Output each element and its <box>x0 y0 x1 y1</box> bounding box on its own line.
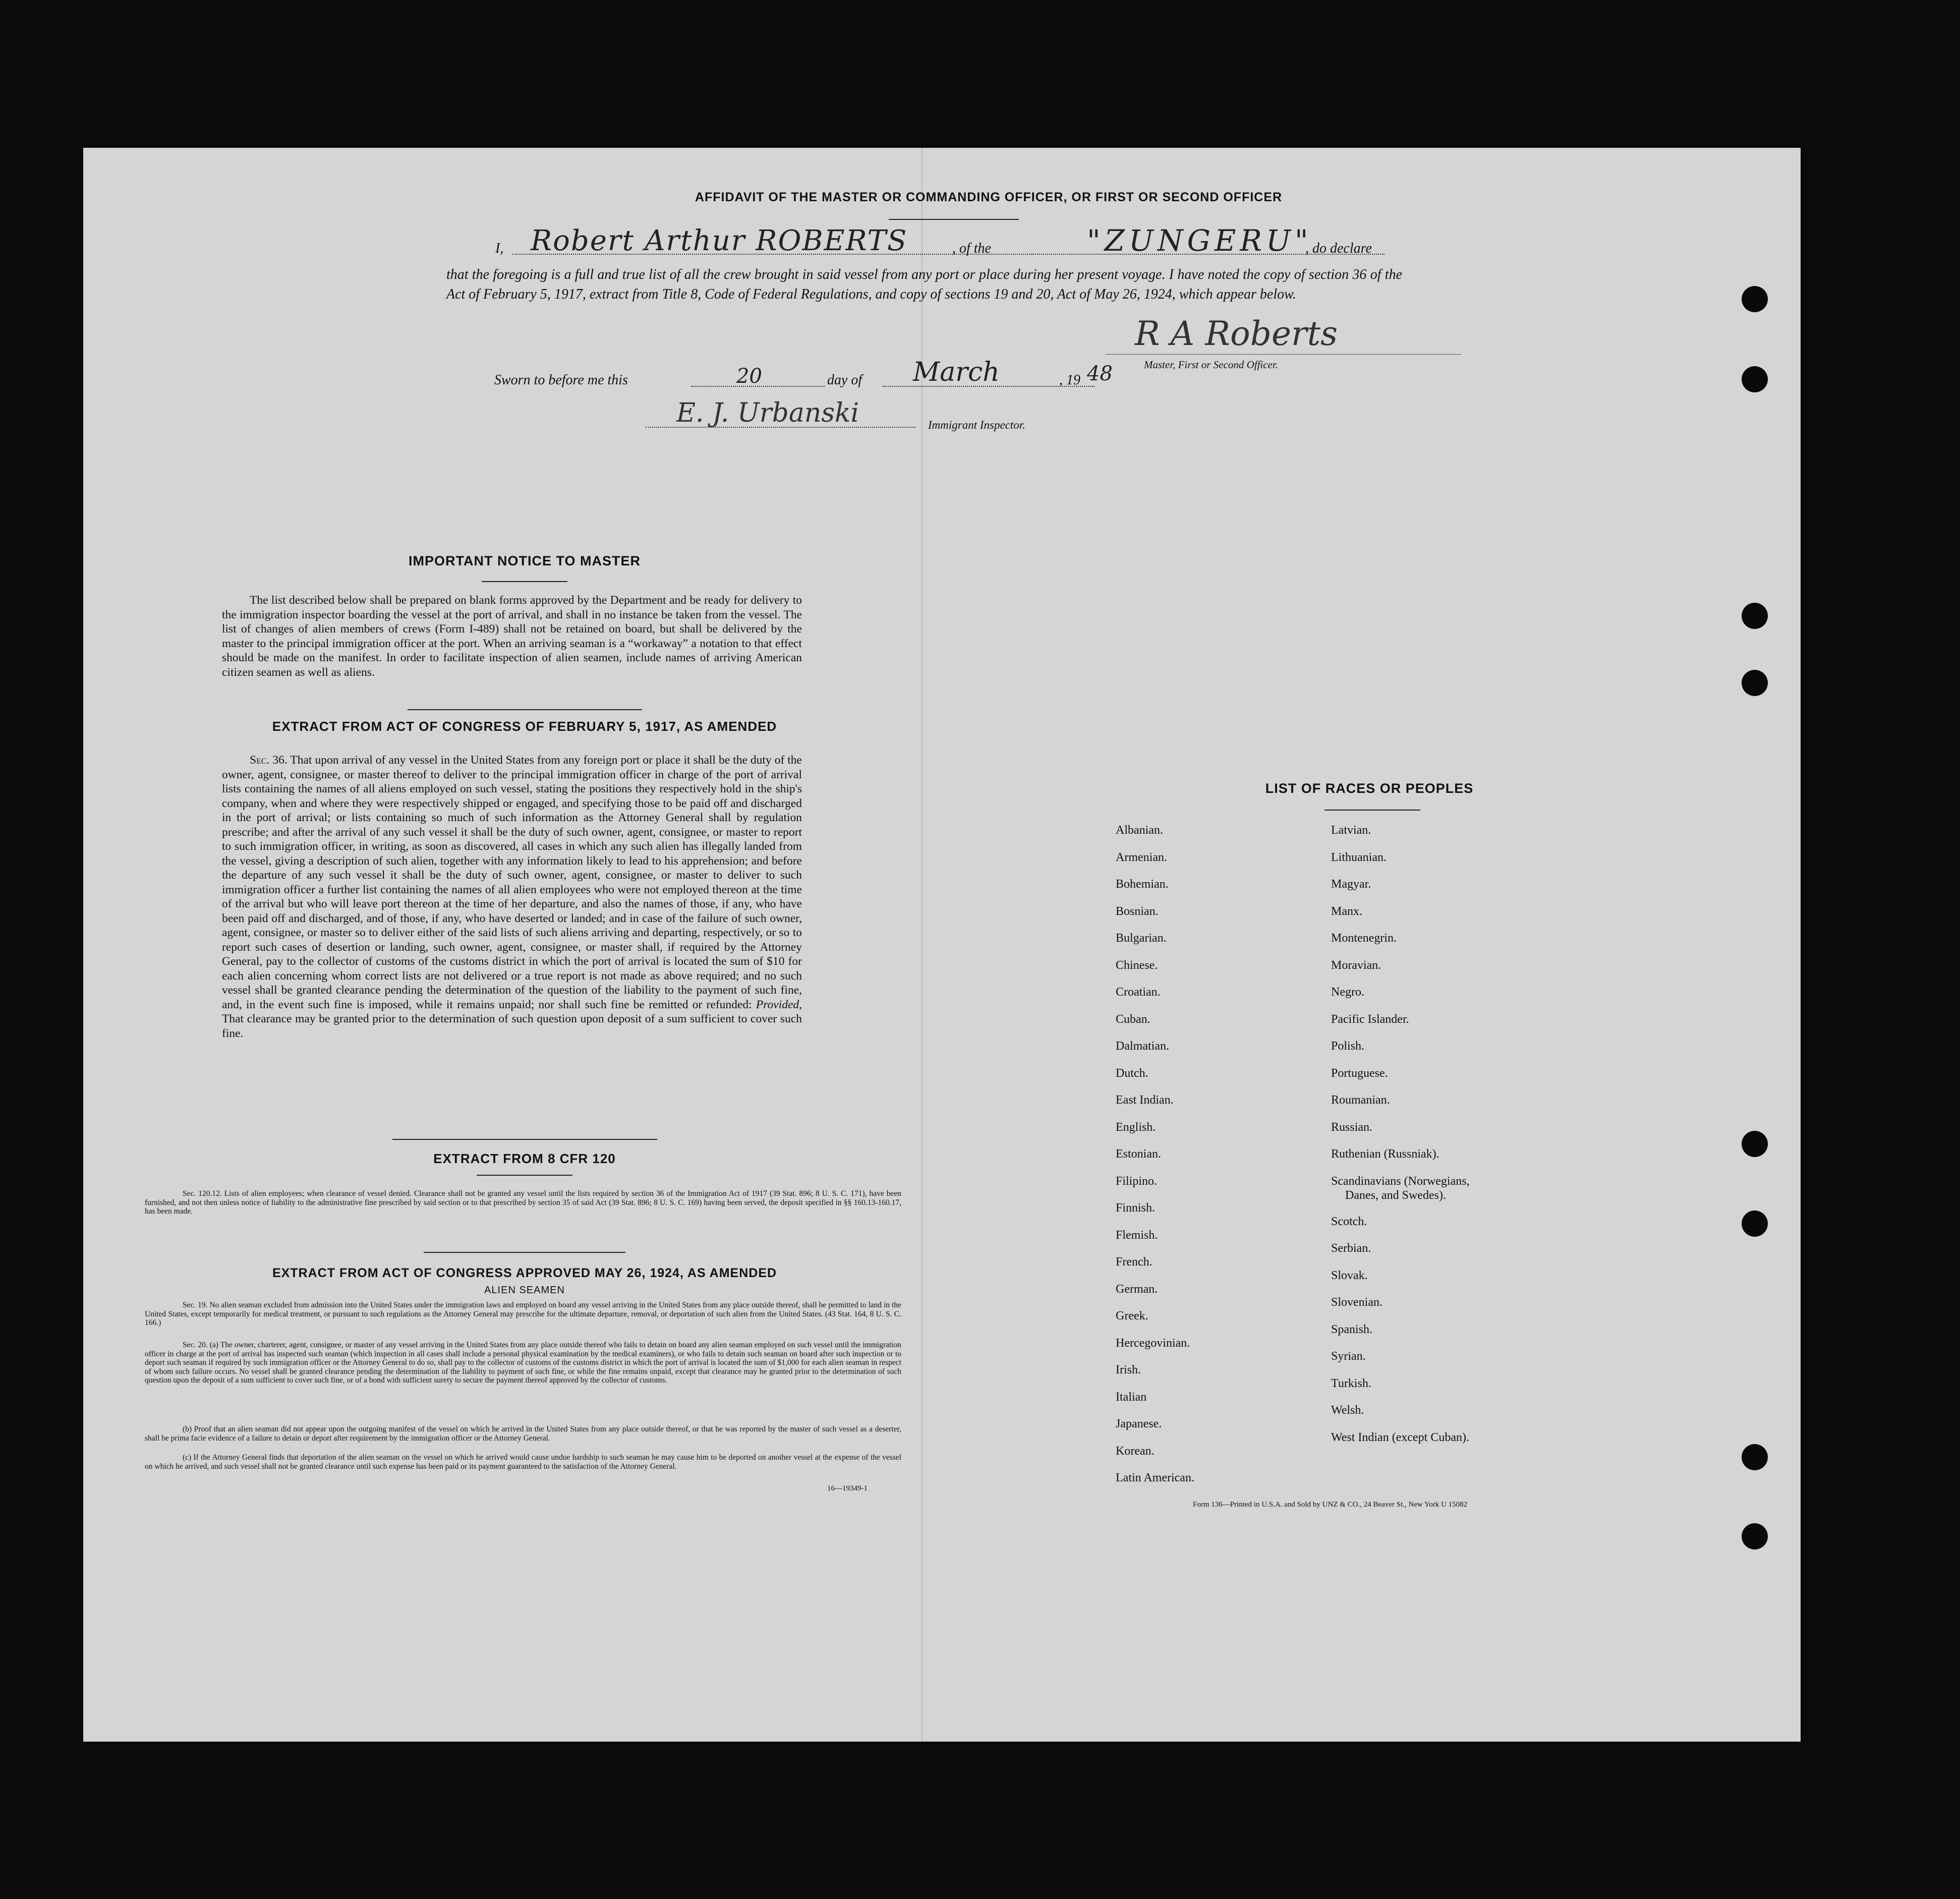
extract1917-body <box>222 753 802 1041</box>
race-item: Ruthenian (Russniak). <box>1331 1147 1439 1161</box>
race-item: Bulgarian. <box>1116 932 1167 945</box>
notice-title-rule <box>482 581 567 582</box>
sworn-day-handwritten: 20 <box>736 365 762 388</box>
extract1924-subtitle: ALIEN SEAMEN <box>484 1285 565 1296</box>
race-item: Danes, and Swedes). <box>1345 1188 1446 1202</box>
race-item: Scotch. <box>1331 1215 1367 1228</box>
extract1924-code: 16—19349-1 <box>827 1484 868 1492</box>
punch-hole <box>1742 286 1768 312</box>
sworn-year-prefix: , 19 <box>1059 372 1080 388</box>
race-item: Magyar. <box>1331 878 1371 891</box>
sworn-day-of: day of <box>827 372 862 388</box>
race-item: Dutch. <box>1116 1066 1148 1080</box>
extract1917-title: EXTRACT FROM ACT OF CONGRESS OF FEBRUARY 5, 1917, AS AMENDED <box>272 719 777 734</box>
race-item: Serbian. <box>1331 1242 1371 1255</box>
race-item: Roumanian. <box>1331 1094 1390 1107</box>
extract1924-sec19: Sec. 19. No alien seaman excluded from admission into the United States under the immigration laws and employed on board any vessel arriving in the United States from any place outside thereof, shall be permitted to land in the United States, except temporarily for medical treatment, or pursuant to such regulations as the Attorney General may prescribe for the ultimate departure, removal, or deportation of such alien from the United States. (43 Stat. 164, 8 U. S. C. 166.) <box>145 1301 901 1327</box>
extract1924-sec20a: Sec. 20. (a) The owner, charterer, agent, consignee, or master of any vessel arriving in the United States from any place outside thereof who fails to detain on board any alien seaman employed on such vessel until the immigration officer in charge at the port of arrival has inspected such seaman (which inspection in all cases shall include a personal physical examination by the medical examiners), or who fails to detain such seaman on board after such inspection or to deport such seaman if required by such immigration officer or the Attorney General to do so, shall pay to the collector of customs of the customs district in which the port of arrival is located the sum of $1,000 for each alien seaman in respect of whom such failure occurs. No vessel shall be granted clearance pending the determination of the liability to payment of such fine, or while the fine remains unpaid, except that clearance may be granted prior to the determination of such question upon the deposit of a sum sufficient to cover such fine, or of a bond with sufficient surety to secure the payment thereof approved by the collector of customs. <box>145 1341 901 1385</box>
extract1924-top-rule <box>424 1252 625 1253</box>
punch-hole <box>1742 670 1768 696</box>
form-footer: Form 136—Printed in U.S.A. and Sold by UNZ & CO., 24 Beaver St., New York U 15082 <box>1193 1501 1468 1509</box>
race-item: Italian <box>1116 1390 1147 1404</box>
sworn-month-handwritten: March <box>913 357 1000 387</box>
race-item: Slovak. <box>1331 1269 1368 1282</box>
extract1917-body-part1: That upon arrival of any vessel in the United States from any foreign port or place it shall be the duty of the owner, agent, consignee, or master thereof to deliver to the principal immigration officer in charge of the port of arrival lists containing the names of all aliens employed on such vessel, stating the positions they respectively hold in the ship's company, when and where they were respectively shipped or engaged, and specifying those to be paid off and discharged in the port of arrival; or lists containing so much of such information as the Attorney General shall by regulation prescribe; and after the arrival of any such vessel it shall be the duty of such owner, agent, consignee, or master to report to such immigration officer, in writing, as soon as discovered, all cases in which any such alien has illegally landed from the vessel, giving a description of such alien, together with any information likely to lead to his apprehension; and before the departure of any such vessel it shall be the duty of such owner, agent, consignee, or master to deliver to such immigration officer a further list containing the names of all alien employees who were not employed thereon at the time of the arrival but who will leave port thereon at the time of her departure, and also the names of those, if any, who have been paid off and discharged, and of those, if any, who have deserted or landed; and in case of the failure of such owner, agent, consignee, or master so to deliver either of the said lists of such aliens arriving and departing, respectively, or so to report such cases of desertion or landing, such owner, agent, consignee, or master shall, if required by the Attorney General, pay to the collector of customs of the customs district in which the port of arrival is located the sum of $10 for each alien concerning whom correct lists are not delivered or a true report is not made as above required; and no such vessel shall be granted clearance pending the determination of the question of the liability to the payment of such fine, and, in the event such fine is imposed, while it remains unpaid; nor shall such fine be remitted or refunded: <box>222 754 802 1011</box>
race-item: Greek. <box>1116 1309 1148 1322</box>
race-item: Spanish. <box>1331 1322 1373 1336</box>
race-item: Portuguese. <box>1331 1066 1388 1080</box>
cfr-title: EXTRACT FROM 8 CFR 120 <box>433 1151 616 1166</box>
master-signature-line <box>1106 354 1461 355</box>
cfr-top-rule <box>392 1139 657 1140</box>
punch-hole <box>1742 1211 1768 1237</box>
punch-hole <box>1742 366 1768 392</box>
affidavit-title-rule <box>889 219 1019 220</box>
races-title-rule <box>1324 810 1420 811</box>
punch-hole <box>1742 1131 1768 1157</box>
race-item: Latvian. <box>1331 824 1371 837</box>
race-item: Flemish. <box>1116 1228 1158 1242</box>
race-item: Hercegovinian. <box>1116 1336 1190 1350</box>
extract1917-top-rule <box>408 709 642 710</box>
punch-hole <box>1742 1523 1768 1549</box>
race-item: Bohemian. <box>1116 878 1169 891</box>
race-item: Montenegrin. <box>1331 932 1397 945</box>
race-item: Moravian. <box>1331 958 1381 972</box>
race-item: Pacific Islander. <box>1331 1012 1409 1026</box>
race-item: Armenian. <box>1116 850 1167 864</box>
race-item: German. <box>1116 1282 1158 1296</box>
race-item: Finnish. <box>1116 1201 1156 1215</box>
race-item: Syrian. <box>1331 1350 1366 1363</box>
race-item: Estonian. <box>1116 1147 1161 1161</box>
document-page <box>83 148 1801 1742</box>
race-item: Japanese. <box>1116 1417 1162 1430</box>
extract1924-sec20b: (b) Proof that an alien seaman did not appear upon the outgoing manifest of the vessel on which he arrived in the United States from any place outside thereof, or that he was reported by the master of such vessel as a deserter, shall be prima facie evidence of a failure to detain or deport after requirement by the immigration officer or the Attorney General. <box>145 1425 901 1443</box>
race-item: English. <box>1116 1120 1156 1134</box>
race-item: Slovenian. <box>1331 1296 1382 1309</box>
race-item: Turkish. <box>1331 1376 1371 1390</box>
extract1917-body-part2: That clearance may be granted prior to the determination of such question upon deposit of a sum sufficient to cover such fine. <box>222 1012 802 1040</box>
inspector-caption: Immigrant Inspector. <box>928 419 1025 431</box>
extract1924-title: EXTRACT FROM ACT OF CONGRESS APPROVED MAY 26, 1924, AS AMENDED <box>272 1266 777 1280</box>
notice-title: IMPORTANT NOTICE TO MASTER <box>409 553 641 568</box>
cfr-body: Sec. 120.12. Lists of alien employees; when clearance of vessel denied. Clearance shall not be granted any vessel until the lists required by section 36 of the Immigration Act of 1917 (39 Stat. 896; 8 U. S. C. 171), have been furnished, and not then unless notice of liability to the administrative fine prescribed by said section or to that prescribed by section 35 of said Act (39 Stat. 896; 8 U. S. C. 169) having been served, the deposit specified in §§ 160.13-160.17, has been made. <box>145 1189 901 1216</box>
extract1917-sec-label: Sec. 36. <box>250 754 287 767</box>
affidavit-title: AFFIDAVIT OF THE MASTER OR COMMANDING OFFICER, OR FIRST OR SECOND OFFICER <box>695 190 1283 204</box>
race-item: Dalmatian. <box>1116 1040 1169 1053</box>
race-item: Welsh. <box>1331 1404 1364 1417</box>
vessel-name-handwritten: "ZUNGERU" <box>1087 223 1312 258</box>
extract1917-provided: Provided, <box>756 998 802 1011</box>
race-item: Scandinavians (Norwegians, <box>1331 1174 1470 1188</box>
race-item: Korean. <box>1116 1444 1155 1458</box>
affidavit-of-the: , of the <box>952 241 991 256</box>
affidavit-body: that the foregoing is a full and true list of all the crew brought in said vessel from any port or place during her present voyage. I have noted the copy of section 36 of the Act of February 5, 1917, extract from Title 8, Code of Federal Regulations, and copy of sections 19 and 20, Act of May 26, 1924, which appear below. <box>446 267 1402 302</box>
race-item: Lithuanian. <box>1331 850 1387 864</box>
races-title: LIST OF RACES OR PEOPLES <box>1265 781 1474 796</box>
race-item: Irish. <box>1116 1363 1141 1376</box>
race-item: Bosnian. <box>1116 904 1159 918</box>
race-item: Russian. <box>1331 1120 1373 1134</box>
sworn-text: Sworn to before me this <box>494 372 628 388</box>
race-item: Filipino. <box>1116 1174 1158 1188</box>
race-item: Albanian. <box>1116 824 1163 837</box>
race-item: Chinese. <box>1116 958 1158 972</box>
race-item: Cuban. <box>1116 1012 1150 1026</box>
master-caption: Master, First or Second Officer. <box>1144 359 1278 371</box>
punch-hole <box>1742 603 1768 629</box>
extract1924-sec20c: (c) If the Attorney General finds that deportation of the alien seaman on the vessel on which he arrived would cause undue hardship to such seaman he may cause him to be deported on another vessel at the expense of the vessel on which he arrived, and such vessel shall not be granted clearance until such expense has been paid or its payment guaranteed to the satisfaction of the Attorney General. <box>145 1453 901 1471</box>
race-item: Croatian. <box>1116 986 1161 999</box>
race-item: Negro. <box>1331 986 1364 999</box>
inspector-line <box>646 427 915 428</box>
race-item: East Indian. <box>1116 1094 1174 1107</box>
punch-hole <box>1742 1444 1768 1470</box>
race-item: Latin American. <box>1116 1471 1194 1484</box>
affidavit-do-declare: , do declare <box>1305 241 1372 256</box>
master-signature: R A Roberts <box>1135 314 1338 353</box>
race-item: West Indian (except Cuban). <box>1331 1430 1469 1444</box>
master-name-handwritten: Robert Arthur ROBERTS <box>531 224 908 257</box>
race-item: Manx. <box>1331 904 1362 918</box>
affidavit-i: I, <box>495 241 504 256</box>
cfr-bottom-rule <box>477 1175 572 1176</box>
sworn-year-handwritten: 48 <box>1087 362 1113 385</box>
race-item: Polish. <box>1331 1040 1365 1053</box>
notice-body: The list described below shall be prepared on blank forms approved by the Department and be ready for delivery to the immigration inspector boarding the vessel at the port of arrival, and shall in no instance be taken from the vessel. The list of changes of alien members of crews (Form I-489) shall not be retained on board, but shall be delivered by the master to the principal immigration officer at the port. When an arriving seaman is a “workaway” a notation to that effect should be made on the manifest. In order to facilitate inspection of alien seamen, include names of arriving American citizen seamen as well as aliens. <box>222 594 802 679</box>
inspector-signature: E. J. Urbanski <box>676 398 859 428</box>
race-item: French. <box>1116 1255 1152 1269</box>
